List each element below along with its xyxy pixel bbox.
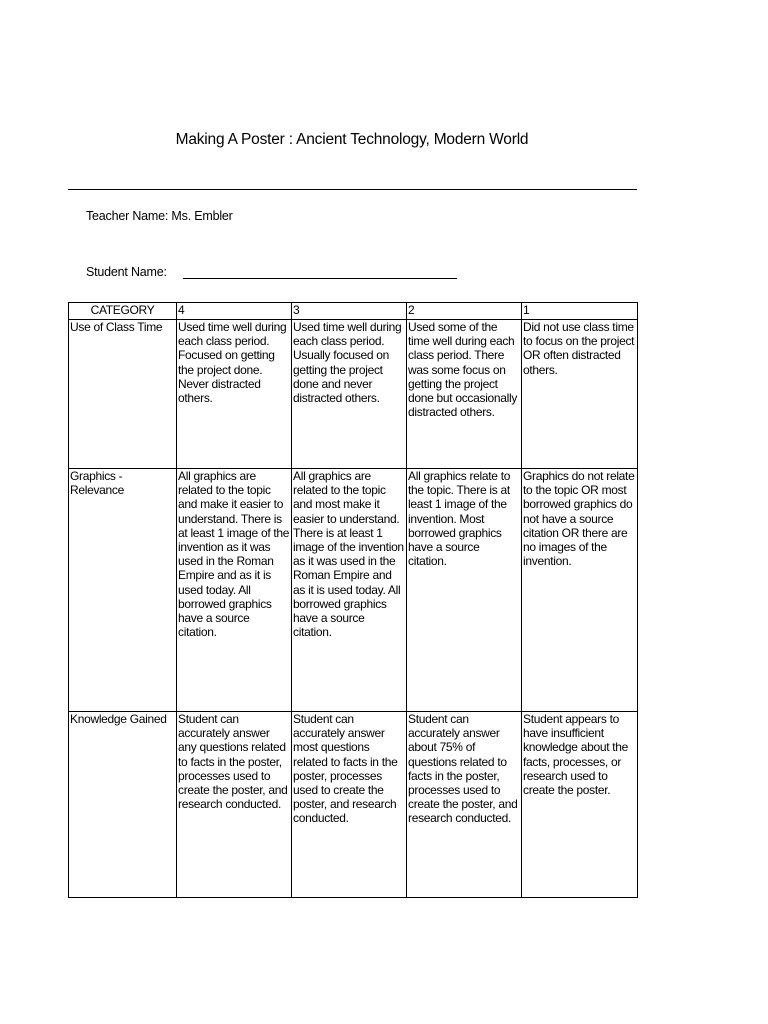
rubric-cell: Student can accurately answer most questions related to facts in the poster, processes used to create the poster, and research conducted.: [292, 712, 407, 898]
rubric-cell: Used some of the time well during each class period. There was some focus on getting the project done but occasionally distracted others.: [407, 320, 522, 469]
rubric-cell: Student can accurately answer about 75% of questions related to facts in the poster, processes used to create the poster, and research conducted.: [407, 712, 522, 898]
rubric-cell: All graphics are related to the topic and most make it easier to understand. There is at least 1 image of the invention as it was used in the Roman Empire and as it is used today. All borrowed graphics have a source citation.: [292, 469, 407, 712]
rubric-cell: Student appears to have insufficient knowledge about the facts, processes, or research used to create the poster.: [522, 712, 638, 898]
rubric-cell: All graphics are related to the topic and make it easier to understand. There is at least 1 image of the invention as it was used in the Roman Empire and as it is used today. All borrowed graphics have a source citation.: [177, 469, 292, 712]
header-score-4: 4: [177, 303, 292, 320]
student-name-blank-line: [183, 265, 457, 279]
table-row: [69, 469, 638, 712]
header-category: CATEGORY: [69, 303, 177, 320]
rubric-cell: Student can accurately answer any questions related to facts in the poster, processes used to create the poster, and research conducted.: [177, 712, 292, 898]
category-cell: Graphics - Relevance: [69, 469, 177, 712]
category-cell: Use of Class Time: [69, 320, 177, 469]
rubric-cell: Did not use class time to focus on the project OR often distracted others.: [522, 320, 638, 469]
table-row: [69, 712, 638, 898]
student-name-field: [86, 265, 457, 279]
student-name-label: Student Name:: [86, 265, 167, 279]
page-title: Making A Poster : Ancient Technology, Modern World: [175, 131, 529, 148]
header-score-3: 3: [292, 303, 407, 320]
rubric-cell: All graphics relate to the topic. There is at least 1 image of the invention. Most borrowed graphics have a source citation.: [407, 469, 522, 712]
teacher-name: Teacher Name: Ms. Embler: [86, 209, 233, 223]
header-score-1: 1: [522, 303, 638, 320]
title-divider: [68, 189, 637, 190]
rubric-cell: Used time well during each class period. Usually focused on getting the project done and never distracted others.: [292, 320, 407, 469]
rubric-table: [68, 302, 638, 898]
header-score-2: 2: [407, 303, 522, 320]
table-row: [69, 320, 638, 469]
rubric-cell: Used time well during each class period. Focused on getting the project done. Never distracted others.: [177, 320, 292, 469]
category-cell: Knowledge Gained: [69, 712, 177, 898]
table-header-row: [69, 303, 638, 320]
rubric-cell: Graphics do not relate to the topic OR most borrowed graphics do not have a source citation OR there are no images of the invention.: [522, 469, 638, 712]
